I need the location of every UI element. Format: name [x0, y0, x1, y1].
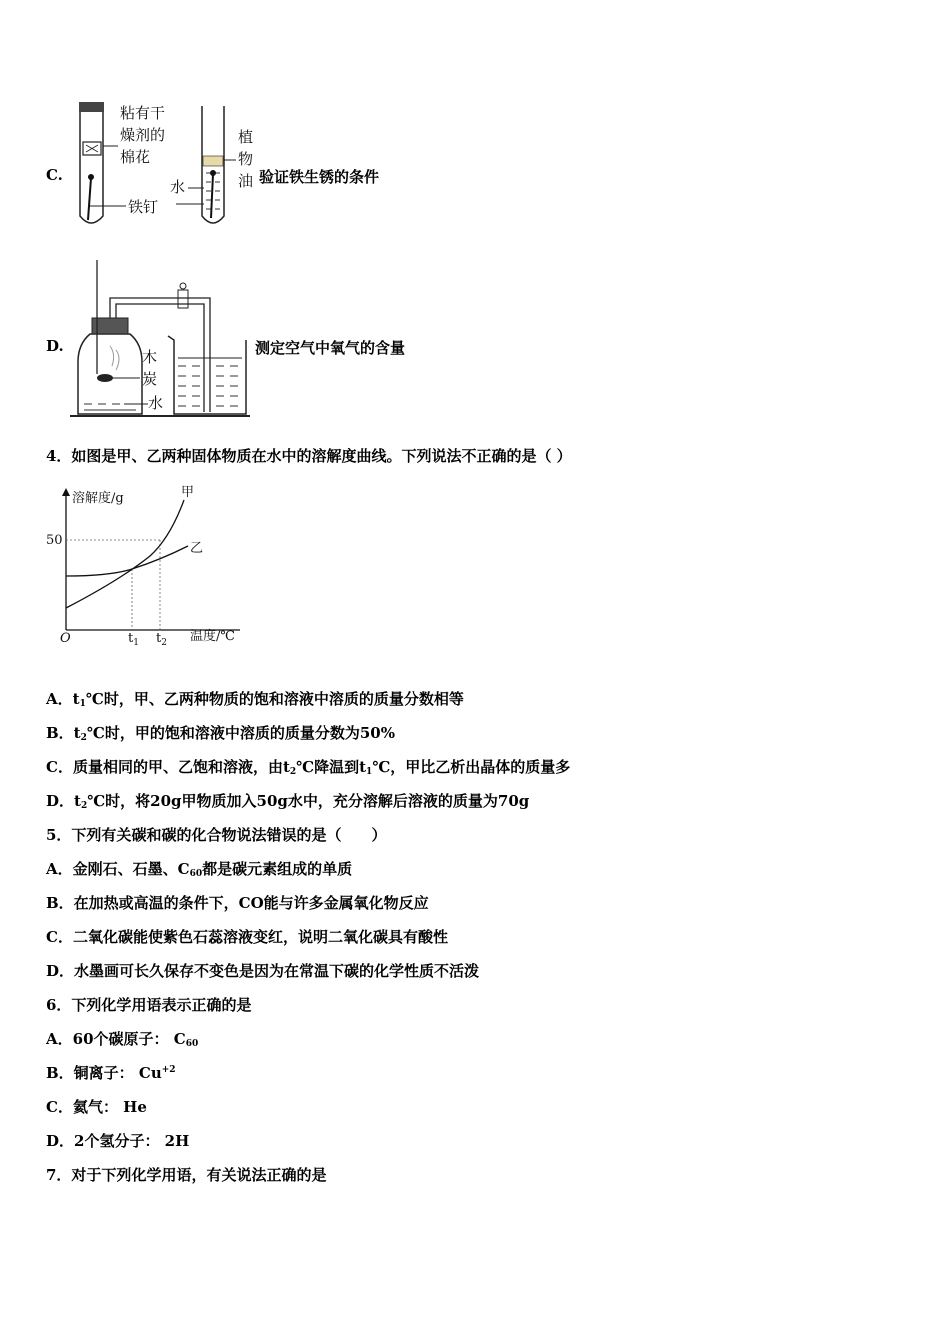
charcoal [97, 374, 113, 382]
option-c-caption: 验证铁生锈的条件 [259, 168, 380, 186]
x-tick-t1: $t_1$ [128, 631, 139, 648]
q6-option-b: B．铜离子： $Cu^{+2}$ [46, 1064, 176, 1082]
curve-yi [66, 546, 188, 576]
q4-option-c: C．质量相同的甲、乙饱和溶液，由$t_2℃$降温到$t_1℃$，甲比乙析出晶体的质量多 [46, 758, 571, 777]
q7-stem: 7．对于下列化学用语，有关说法正确的是 [46, 1166, 327, 1184]
beaker [168, 336, 246, 414]
oxygen-experiment-figure [70, 254, 260, 420]
q6-stem: 6．下列化学用语表示正确的是 [46, 996, 252, 1014]
option-c-letter: C. [46, 166, 63, 184]
q5-option-d: D．水墨画可长久保存不变色是因为在常温下碳的化学性质不活泼 [46, 962, 480, 980]
oil-label-3: 油 [238, 172, 254, 190]
charcoal-label-2: 炭 [142, 370, 158, 388]
q4-option-d: D．$t_2℃$时，将20g甲物质加入50g水中，充分溶解后溶液的质量为70g [46, 792, 530, 811]
q5-option-c: C．二氧化碳能使紫色石蕊溶液变红，说明二氧化碳具有酸性 [46, 928, 448, 946]
y-tick-50: 50 [46, 533, 63, 548]
oil-label-2: 物 [238, 150, 254, 168]
option-d-caption: 测定空气中氧气的含量 [255, 339, 406, 357]
legend-jia: 甲 [181, 485, 195, 500]
charcoal-label-1: 木 [142, 348, 158, 366]
option-d-letter: D. [46, 337, 64, 355]
q5-option-b: B．在加热或高温的条件下，CO能与许多金属氧化物反应 [46, 894, 429, 912]
clip [178, 290, 188, 308]
tube-cap [79, 102, 104, 112]
iron-nail-1 [88, 178, 91, 220]
nail-label: 铁钉 [128, 198, 159, 216]
solubility-chart [40, 480, 260, 650]
legend-yi: 乙 [190, 541, 204, 556]
q4-option-b: B．$t_2℃$时，甲的饱和溶液中溶质的质量分数为50% [46, 724, 395, 743]
x-tick-t2: $t_2$ [156, 631, 167, 648]
water-label-d: 水 [148, 394, 164, 412]
oil-label-1: 植 [238, 128, 254, 146]
cotton-label-3: 棉花 [120, 148, 151, 166]
x-axis-label: 温度/℃ [190, 629, 235, 644]
q5-option-a: A．金刚石、石墨、$C_{60}$都是碳元素组成的单质 [46, 860, 353, 879]
q4-option-a: A．$t_1℃$时，甲、乙两种物质的饱和溶液中溶质的质量分数相等 [46, 690, 464, 709]
y-axis-label: 溶解度/g [72, 491, 124, 506]
origin-label: O [60, 631, 71, 646]
iron-nail-2 [211, 174, 213, 218]
cotton-label-1: 粘有干 [120, 104, 166, 122]
q6-option-a: A．60个碳原子： $C_{60}$ [46, 1030, 199, 1049]
q6-option-c: C．氦气： He [46, 1098, 147, 1116]
curve-jia [66, 500, 184, 608]
q4-stem: 4．如图是甲、乙两种固体物质在水中的溶解度曲线。下列说法不正确的是（ ） [46, 447, 572, 465]
rust-experiment-figure [70, 98, 270, 230]
q5-stem: 5．下列有关碳和碳的化合物说法错误的是（ ） [46, 826, 387, 844]
q6-option-d: D．2个氢分子： 2H [46, 1132, 190, 1150]
water-label-c: 水 [170, 178, 186, 196]
oil-layer [203, 156, 223, 166]
cotton-label-2: 燥剂的 [120, 126, 166, 144]
